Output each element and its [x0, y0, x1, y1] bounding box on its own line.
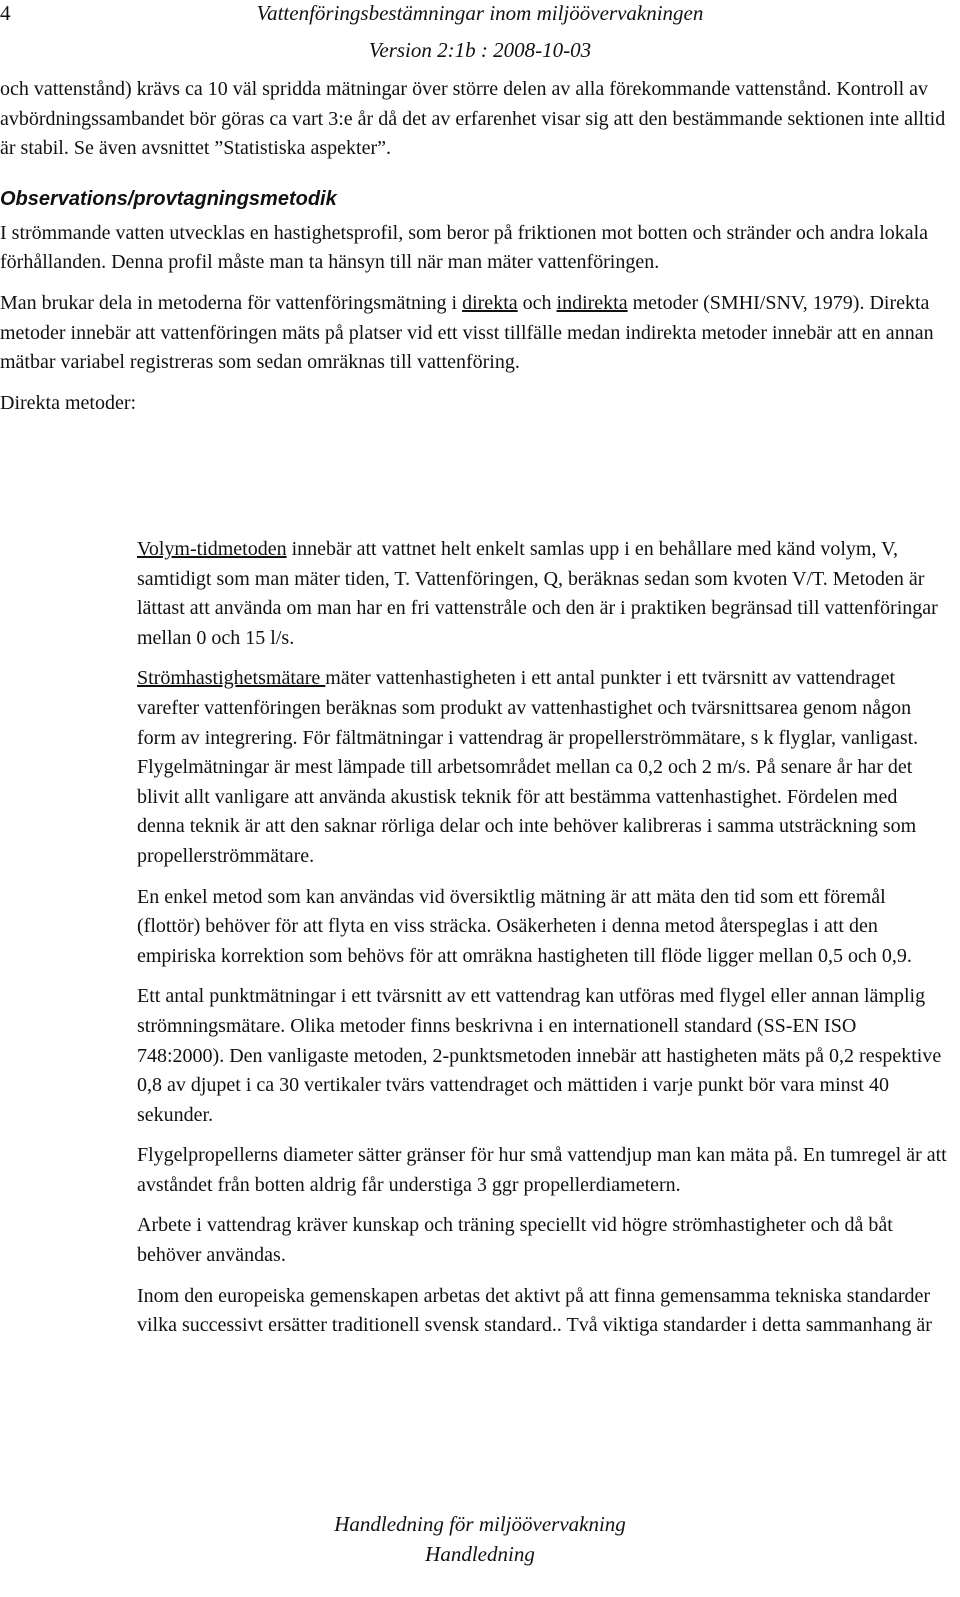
main-text	[0, 75, 950, 431]
paragraph-propellerdiameter: Flygelpropellerns diameter sätter gränser för hur små vattendjup man kan mäta på. En tumregel är att avståndet från botten aldrig får understiga 3 ggr propellerdiametern.	[137, 1144, 947, 1196]
paragraph-stromhastighet	[137, 664, 947, 871]
page-header	[0, 0, 960, 70]
paragraph-punktmatningar: Ett antal punktmätningar i ett tvärsnitt av ett vattendrag kan utföras med flygel eller annan lämplig strömningsmätare. Olika metoder finns beskrivna i en internationell standard (SS-EN ISO 748:2000). Den vanligaste metoden, 2-punktsmetoden innebär att hastigheten mäts på 0,2 respektive 0,8 av djupet i ca 30 vertikaler tvärs vattendraget och mättiden i varje punkt bör vara minst 40 sekunder.	[137, 985, 942, 1126]
text-run: och	[517, 291, 557, 314]
term-stromhastighetsmatare: Strömhastighetsmätare	[137, 667, 326, 690]
term-indirekta: indirekta	[556, 291, 628, 314]
methods-list	[137, 535, 947, 1352]
paragraph-hastighetsprofil: I strömmande vatten utvecklas en hastighetsprofil, som beror på friktionen mot botten och stränder och andra lokala förhållanden. Denna profil måste man ta hänsyn till när man mäter vattenföringen.	[0, 221, 929, 274]
text-run: Man brukar dela in metoderna för vattenföringsmätning i	[0, 291, 463, 314]
footer-line-1: Handledning för miljöövervakning	[334, 1512, 626, 1536]
term-direkta: direkta	[462, 291, 518, 314]
intro-paragraph: och vattenstånd) krävs ca 10 väl spridda mätningar över större delen av alla förekommande vattenstånd. Kontroll av avbördningssambandet bör göras ca vart 3:e år då det av erfarenhet visar sig att den bestämmande sektionen inte alltid är stabil. Se även avsnittet ”Statistiska aspekter”.	[0, 78, 946, 160]
footer-line-2: Handledning	[425, 1542, 535, 1566]
page-number: 4	[0, 1, 11, 25]
section-heading: Observations/provtagningsmetodik	[0, 187, 337, 210]
paragraph-metoder	[0, 289, 950, 378]
paragraph-arbete: Arbete i vattendrag kräver kunskap och träning speciellt vid högre strömhastigheter och då båt behöver användas.	[137, 1214, 893, 1267]
text-run: innebär att vattnet helt enkelt samlas upp i en behållare med känd volym, V, samtidigt som man mäter tiden, T. Vattenföringen, Q, beräknas sedan som kvoten V/T. Metoden är lättast att använda om man har en fri vattenstråle och den är i praktiken begränsad till vattenföringar mellan 0 och 15 l/s.	[137, 538, 938, 649]
text-run: metoder (SMHI/SNV, 1979). Direkta metoder innebär att vattenföringen mäts på platser vid ett visst tillfälle medan indirekta metoder innebär att en annan mätbar variabel registreras som sedan omräknas till vattenföring.	[0, 291, 934, 374]
term-volym-tidmetoden: Volym-tidmetoden	[137, 538, 287, 560]
paragraph-standarder: Inom den europeiska gemenskapen arbetas det aktivt på att finna gemensamma tekniska standarder vilka successivt ersätter traditionell svensk standard.. Två viktiga standarder i detta sammanhang är	[137, 1284, 932, 1337]
paragraph-volym-tid	[137, 535, 947, 653]
running-title: Vattenföringsbestämningar inom miljöövervakningen	[256, 1, 704, 25]
text-run: mäter vattenhastigheten i ett antal punkter i ett tvärsnitt av vattendraget varefter vattenföringen beräknas som produkt av vattenhastighet och tvärsnittsarea genom någon form av integrering. För fältmätningar i vattendrag är propellerströmmätare, s k flyglar, vanligast. Flygelmätningar är mest lämpade till arbetsområdet mellan ca 0,2 och 2 m/s. På senare år har det blivit allt vanligare att använda akustisk teknik för att bestämma vattenhastighet. Fördelen med denna teknik är att den saknar rörliga delar och inte behöver kalibreras i samma utsträckning som propellerströmmätare.	[137, 667, 919, 867]
paragraph-flottor: En enkel metod som kan användas vid översiktlig mätning är att mäta den tid som ett föremål (flottör) behöver för att flyta en viss sträcka. Osäkerheten i denna metod återspeglas i att den empiriska korrektion som behövs för att omräkna hastigheten till flöde ligger mellan 0,5 och 0,9.	[137, 885, 912, 967]
version-line: Version 2:1b : 2008-10-03	[368, 38, 592, 62]
direkta-metoder-label: Direkta metoder:	[0, 391, 137, 414]
